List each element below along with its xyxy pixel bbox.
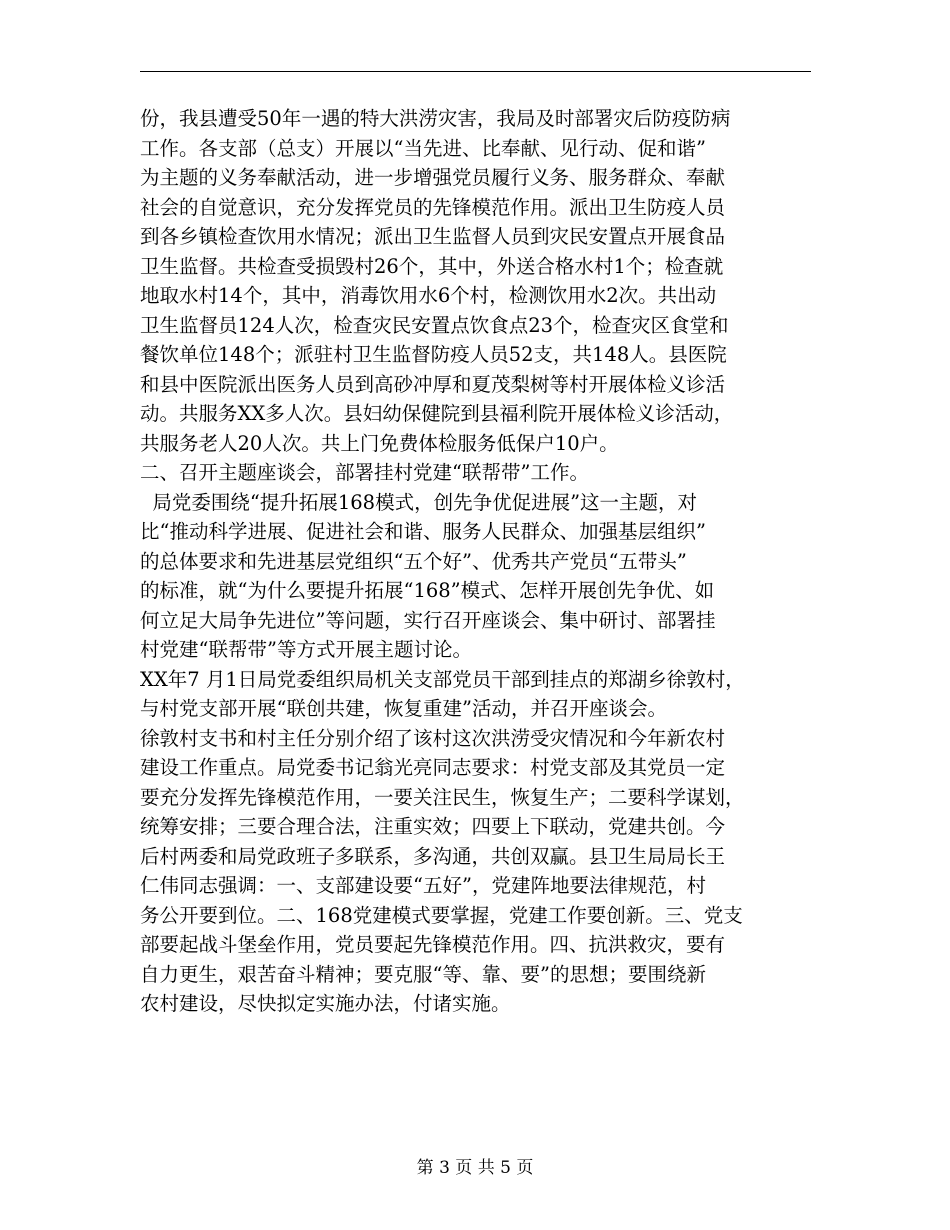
- text-line: 共服务老人20人次。共上门免费体检服务低保户10户。: [140, 431, 619, 455]
- text-line: 和县中医院派出医务人员到高砂冲厚和夏茂梨树等村开展体检义诊活: [140, 372, 726, 396]
- text-line: 统筹安排；三要合理合法，注重实效；四要上下联动，党建共创。今: [140, 815, 726, 838]
- text-line: 建设工作重点。局党委书记翁光亮同志要求：村党支部及其党员一定: [140, 756, 726, 779]
- text-line: 卫生监督员124人次，检查灾民安置点饮食点23个，检查灾区食堂和: [140, 313, 729, 337]
- text-line: 局党委围绕“提升拓展168模式，创先争优促进展”这一主题，对: [140, 490, 698, 514]
- text-line: 的标准，就“为什么要提升拓展“168”模式、怎样开展创先争优、如: [140, 579, 715, 602]
- text-line: 工作。各支部（总支）开展以“当先进、比奉献、见行动、促和谐”: [140, 136, 706, 160]
- text-line: 份，我县遭受50年一遇的特大洪涝灾害，我局及时部署灾后防疫防病: [140, 107, 731, 130]
- text-line: 后村两委和局党政班子多联系，多沟通，共创双赢。县卫生局局长王: [140, 844, 726, 868]
- text-line: 与村党支部开展“联创共建，恢复重建”活动，并召开座谈会。: [140, 697, 667, 720]
- text-line: 农村建设，尽快拟定实施办法，付诸实施。: [140, 992, 511, 1015]
- text-line: 为主题的义务奉献活动，进一步增强党员履行义务、服务群众、奉献: [140, 166, 726, 189]
- header-rule: [140, 71, 811, 72]
- page-number: 第 3 页 共 5 页: [416, 1158, 534, 1178]
- text-line: 的总体要求和先进基层党组织“五个好”、优秀共产党员“五带头”: [140, 549, 687, 573]
- text-line: 到各乡镇检查饮用水情况；派出卫生监督人员到灾民安置点开展食品: [140, 225, 726, 248]
- text-line: XX年7 月1日局党委组织局机关支部党员干部到挂点的郑湖乡徐敦村，: [140, 667, 745, 691]
- text-line: 餐饮单位148个；派驻村卫生监督防疫人员52支，共148人。县医院: [140, 343, 727, 366]
- section-heading: 二、召开主题座谈会，部署挂村党建“联帮带”工作。: [140, 461, 589, 484]
- text-line: 要充分发挥先锋模范作用，一要关注民生，恢复生产；二要科学谋划，: [140, 785, 745, 809]
- text-line: 社会的自觉意识，充分发挥党员的先锋模范作用。派出卫生防疫人员: [140, 195, 726, 219]
- text-line: 村党建“联帮带”等方式开展主题讨论。: [140, 638, 472, 661]
- text-line: 部要起战斗堡垒作用，党员要起先锋模范作用。四、抗洪救灾，要有: [140, 933, 726, 956]
- text-line: 比“推动科学进展、促进社会和谐、服务人民群众、加强基层组织”: [140, 520, 706, 543]
- text-line: 动。共服务XX多人次。县妇幼保健院到县福利院开展体检义诊活动，: [140, 402, 734, 425]
- text-line: 仁伟同志强调：一、支部建设要“五好”，党建阵地要法律规范，村: [140, 874, 706, 897]
- text-line: 地取水村14个，其中，消毒饮用水6个村，检测饮用水2次。共出动: [140, 284, 717, 307]
- text-line: 何立足大局争先进位”等问题，实行召开座谈会、集中研讨、部署挂: [140, 608, 716, 632]
- text-line: 卫生监督。共检查受损毁村26个，其中，外送合格水村1个；检查就: [140, 254, 724, 278]
- document-body: [140, 104, 812, 1019]
- text-line: 自力更生，艰苦奋斗精神；要克服“等、靠、要”的思想；要围绕新: [140, 962, 706, 986]
- text-line: 徐敦村支书和村主任分别介绍了该村这次洪涝受灾情况和今年新农村: [140, 726, 726, 750]
- text-line: 务公开要到位。二、168党建模式要掌握，党建工作要创新。三、党支: [140, 903, 743, 927]
